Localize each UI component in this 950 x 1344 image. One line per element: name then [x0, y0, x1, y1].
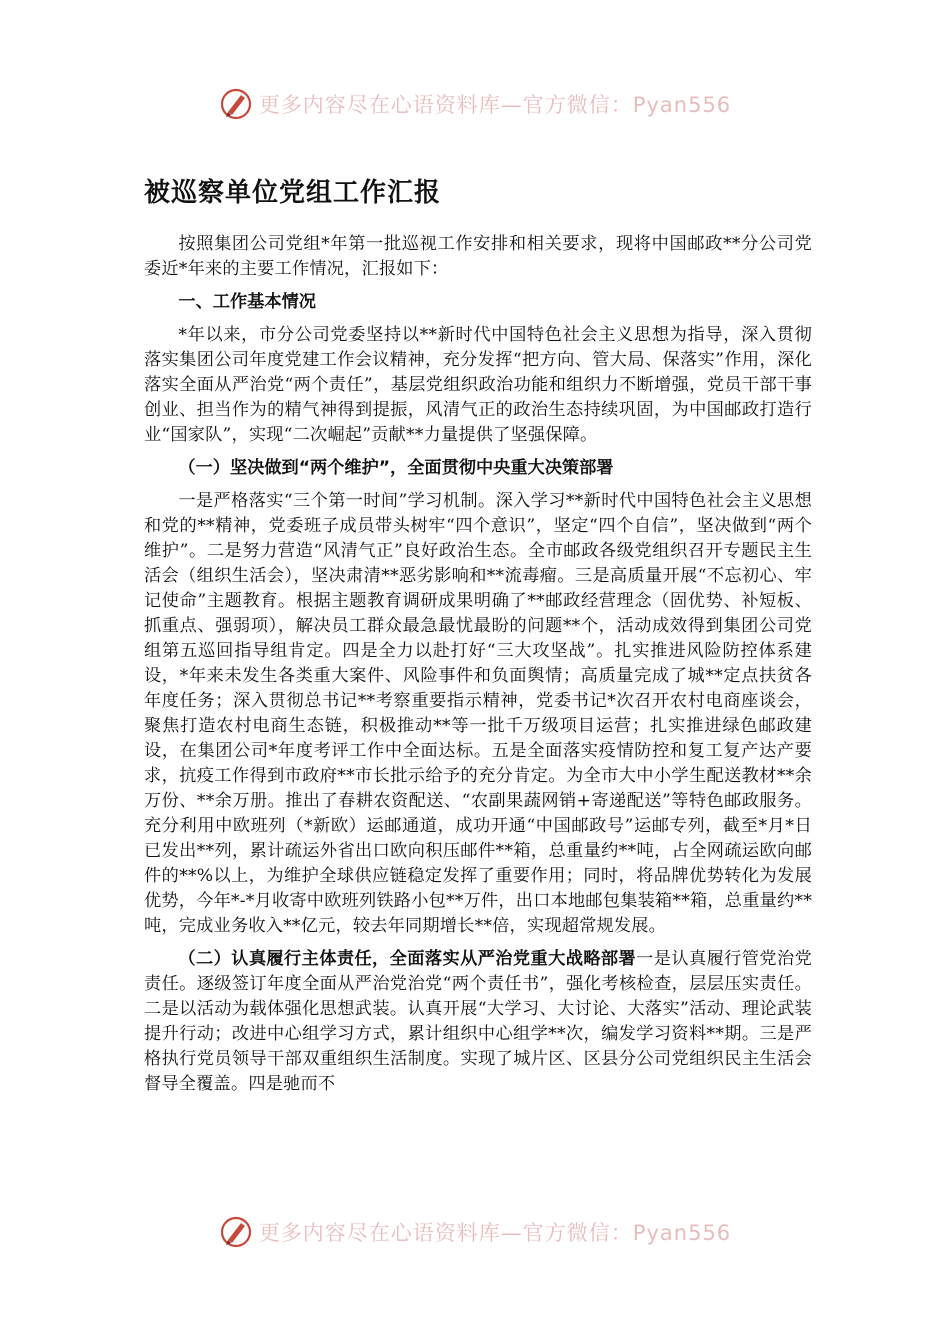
section-heading-1: 一、工作基本情况 [178, 292, 316, 312]
document-body [144, 232, 812, 1097]
bottom-watermark-banner [0, 1212, 950, 1252]
subsection-1-paragraph: 一是严格落实“三个第一时间”学习机制。深入学习**新时代中国特色社会主义思想和党的**精神，党委班子成员带头树牢“四个意识”，坚定“四个自信”，坚决做到“两个维护”。二是努力营造“风清气正”良好政治生态。全市邮政各级党组织召开专题民主生活会（组织生活会），坚决肃清**恶劣影响和**流毒瘤。三是高质量开展“不忘初心、牢记使命”主题教育。根据主题教育调研成果明确了**邮政经营理念（固优势、补短板、抓重点、强弱项），解决员工群众最急最忧最盼的问题**个，活动成效得到集团公司党组第五巡回指导组肯定。四是全力以赴打好“三大攻坚战”。扎实推进风险防控体系建设，*年来未发生各类重大案件、风险事件和负面舆情；高质量完成了城**定点扶贫各年度任务；深入贯彻总书记**考察重要指示精神，党委书记*次召开农村电商座谈会，聚焦打造农村电商生态链，积极推动**等一批千万级项目运营；扎实推进绿色邮政建设，在集团公司*年度考评工作中全面达标。五是全面落实疫情防控和复工复产达产要求，抗疫工作得到市政府**市长批示给予的充分肯定。为全市大中小学生配送教材**余万份、**余万册。推出了春耕农资配送、“农副果蔬网销+寄递配送”等特色邮政服务。充分利用中欧班列（*新欧）运邮通道，成功开通“中国邮政号”运邮专列，截至*月*日已发出**列，累计疏运外省出口欧向积压邮件**箱，总重量约**吨，占全网疏运欧向邮件的**%以上，为维护全球供应链稳定发挥了重要作用；同时，将品牌优势转化为发展优势，今年*-*月收寄中欧班列铁路小包**万件，出口本地邮包集装箱**箱，总重量约**吨，完成业务收入**亿元，较去年同期增长**倍，实现超常规发展。 [144, 491, 812, 936]
document-title: 被巡察单位党组工作汇报 [144, 178, 442, 208]
subsection-2-text: 一是认真履行管党治党责任。逐级签订年度全面从严治党治党“两个责任书”，强化考核检查，层层压实责任。二是以活动为载体强化思想武装。认真开展“大学习、大讨论、大落实”活动、理论武装提升行动；改进中心组学习方式，累计组织中心组学**次，编发学习资料**期。三是严格执行党员领导干部双重组织生活制度。实现了城片区、区县分公司党组织民主生活会督导全覆盖。四是驰而不 [144, 949, 812, 1094]
subsection-heading-2: （二）认真履行主体责任，全面落实从严治党重大战略部署 [178, 949, 637, 969]
section-1-paragraph: *年以来，市分公司党委坚持以**新时代中国特色社会主义思想为指导，深入贯彻落实集团公司年度党建工作会议精神，充分发挥“把方向、管大局、保落实”作用，深化落实全面从严治党“两个责任”，基层党组织政治功能和组织力不断增强，党员干部干事创业、担当作为的精气神得到提振，风清气正的政治生态持续巩固，为中国邮政打造行业“国家队”，实现“二次崛起”贡献**力量提供了坚强保障。 [144, 325, 812, 445]
pen-logo-icon [219, 1215, 253, 1249]
subsection-2-paragraph [144, 947, 812, 1097]
watermark-text: 更多内容尽在心语资料库—官方微信：Pyan556 [258, 1221, 732, 1245]
pen-logo-icon [219, 87, 253, 121]
watermark-text: 更多内容尽在心语资料库—官方微信：Pyan556 [258, 93, 732, 117]
intro-paragraph: 按照集团公司党组*年第一批巡视工作安排和相关要求，现将中国邮政**分公司党委近*年来的主要工作情况，汇报如下： [144, 234, 812, 279]
top-watermark-banner [0, 84, 950, 124]
subsection-heading-1: （一）坚决做到“两个维护”，全面贯彻中央重大决策部署 [178, 458, 614, 478]
